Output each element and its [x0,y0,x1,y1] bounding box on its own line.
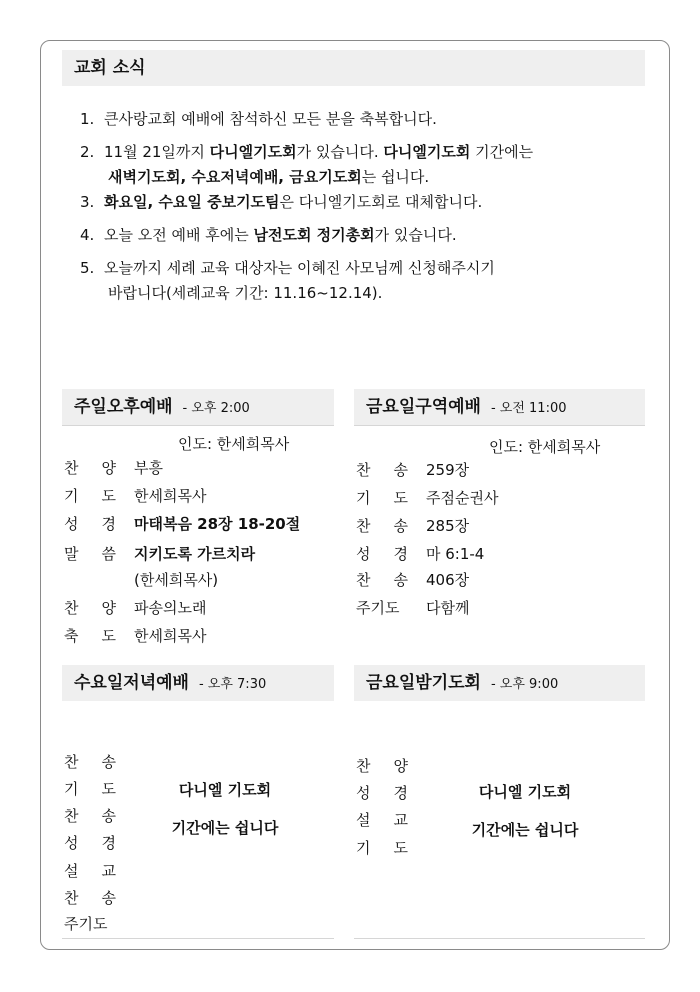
news-item [80,257,660,279]
wednesday-service-title: 수요일저녁예배 [74,673,189,693]
order-value: 마 6:1-4 [426,545,485,563]
order-label-char: 도 [101,627,116,645]
order-row [64,544,255,564]
order-label-char: 찬 [356,757,371,775]
order-label-char: 기 [356,489,371,507]
news-item-text [104,226,457,244]
order-label-char: 기 [64,780,79,798]
order-value: 한세희목사 [134,627,207,645]
friday-night-header [354,665,645,701]
friday-district-leader: 인도: 한세희목사 [489,438,601,456]
order-value: 406장 [426,571,470,589]
order-row [356,488,498,508]
order-label-char: 성 [356,545,371,563]
divider [62,425,334,426]
order-label-char: 설 [356,811,371,829]
friday-district-title: 금요일구역예배 [366,397,481,417]
order-row [356,516,469,536]
order-row [64,570,218,590]
order-label [64,752,116,772]
news-item-continuation [80,163,660,191]
order-row [64,833,134,853]
news-text: 남전도회 정기총회 [253,226,375,244]
order-value: 259장 [426,461,470,479]
order-label-char: 양 [101,599,116,617]
order-row [64,626,206,646]
order-row [64,514,300,534]
order-label-char: 찬 [356,461,371,479]
order-row [356,756,426,776]
order-label-char: 양 [393,757,408,775]
divider [62,938,334,939]
news-text: 화요일, 수요일 중보기도팀 [104,193,280,211]
news-item-text [104,143,533,161]
order-value: (한세희목사) [134,571,219,589]
order-label-char: 찬 [64,889,79,907]
order-label [64,861,116,881]
news-text: 새벽기도회, 수요저녁예배, 금요기도회 [108,168,362,186]
order-row [64,779,134,799]
order-row [356,810,426,830]
order-value: 한세희목사 [134,487,207,505]
order-label-char: 씀 [101,545,116,563]
sunday-service-title: 주일오후예배 [74,397,173,417]
order-label-char: 주기도 [356,599,400,617]
order-label-char: 찬 [356,517,371,535]
order-label-char: 송 [393,517,408,535]
news-item-text [104,110,437,128]
order-label [64,598,116,618]
order-label-char: 도 [393,839,408,857]
order-label [356,810,408,830]
news-item-number: 2. [80,143,95,161]
divider [354,425,645,426]
wednesday-service-header [62,665,334,701]
friday-night-note-line2: 기간에는 쉽니다 [471,821,579,839]
order-label [64,514,116,534]
order-label-char: 경 [393,784,408,802]
order-label-char: 경 [393,545,408,563]
news-item-number: 5. [80,259,95,277]
order-row [356,544,484,564]
news-text: 가 있습니다. [296,143,384,161]
news-text: 11월 21일까지 [104,143,210,161]
order-row [356,570,469,590]
order-label-char: 찬 [64,459,79,477]
order-label-char: 찬 [64,753,79,771]
friday-night-note-line1: 다니엘 기도회 [478,783,572,801]
sunday-service-header [62,389,334,425]
friday-night-title: 금요일밤기도회 [366,673,481,693]
order-label-char: 도 [101,487,116,505]
order-label-char: 기 [356,839,371,857]
order-row [64,752,134,772]
order-row [356,460,469,480]
order-label [356,488,408,508]
order-label [64,833,116,853]
news-item-number: 1. [80,110,95,128]
order-label-char: 성 [356,784,371,802]
order-label-char: 찬 [356,571,371,589]
order-label [356,544,408,564]
sunday-service-time: - 오후 2:00 [182,401,250,416]
order-label-char: 주기도 [64,915,108,933]
sunday-leader: 인도: 한세희목사 [178,435,290,453]
order-value: 지키도록 가르치라 [134,545,256,563]
order-label-char: 설 [64,862,79,880]
order-label [64,626,116,646]
order-label [356,516,408,536]
friday-night-time: - 오후 9:00 [490,677,559,692]
order-label [356,783,408,803]
news-text: 다니엘기도회 [209,143,297,161]
order-row [64,486,206,506]
order-label [64,486,116,506]
order-row [64,598,206,618]
order-label-char: 교 [393,811,408,829]
news-text: 는 쉽니다. [361,168,430,186]
order-label-char: 기 [64,487,79,505]
order-label-char: 성 [64,834,79,852]
news-text: 바랍니다(세례교육 기간: 11.16~12.14). [108,284,383,302]
order-row [356,783,426,803]
order-row [64,806,134,826]
divider [354,938,645,939]
order-label-char: 송 [101,753,116,771]
order-label [356,838,408,858]
news-text: 큰사랑교회 예배에 참석하신 모든 분을 축복합니다. [104,110,437,128]
news-item-text [104,193,482,211]
order-value: 주점순권사 [426,489,499,507]
news-text: 오늘까지 세례 교육 대상자는 이혜진 사모님께 신청해주시기 [104,259,495,277]
news-item [80,141,660,163]
order-value: 파송의노래 [134,599,207,617]
order-label [356,570,408,590]
wednesday-note-line2: 기간에는 쉽니다 [171,819,279,837]
order-row [356,598,469,618]
order-label-char: 성 [64,515,79,533]
news-text: 오늘 오전 예배 후에는 [104,226,254,244]
news-text: 다니엘기도회 [383,143,471,161]
order-value: 부흥 [134,459,163,477]
friday-district-header [354,389,645,425]
order-label-char: 경 [101,515,116,533]
news-item [80,191,660,224]
order-value: 마태복음 28장 18-20절 [134,515,301,533]
order-label-char: 송 [101,807,116,825]
order-label-char: 찬 [64,807,79,825]
order-row [356,838,426,858]
order-label-char: 도 [101,780,116,798]
order-label-char: 축 [64,627,79,645]
order-label-char: 양 [101,459,116,477]
order-label [64,806,116,826]
order-label [64,458,116,478]
news-title: 교회 소식 [74,58,146,78]
news-text: 가 있습니다. [374,226,457,244]
order-label [356,460,408,480]
news-item-number: 3. [80,193,95,211]
order-label-char: 도 [393,489,408,507]
order-label [356,756,408,776]
order-label [356,598,408,618]
order-label-char: 경 [101,834,116,852]
news-item [80,224,660,257]
news-header [62,50,645,86]
news-item-continuation [80,279,660,307]
order-label-char: 말 [64,545,79,563]
news-item [80,108,660,141]
order-value: 285장 [426,517,470,535]
order-label-char: 송 [393,571,408,589]
news-list [80,108,660,307]
order-label [64,779,116,799]
order-label-char: 송 [101,889,116,907]
order-label [64,544,116,564]
order-row [64,861,134,881]
order-row [64,914,134,934]
order-label [64,914,116,934]
order-label [64,888,116,908]
wednesday-service-time: - 오후 7:30 [198,677,267,692]
order-label-char: 교 [101,862,116,880]
wednesday-note-line1: 다니엘 기도회 [178,781,272,799]
order-row [64,458,163,478]
order-label-char: 찬 [64,599,79,617]
order-label-char: 송 [393,461,408,479]
news-item-text [104,259,495,277]
order-value: 다함께 [426,599,470,617]
friday-district-time: - 오전 11:00 [490,401,567,416]
order-row [64,888,134,908]
news-item-number: 4. [80,226,95,244]
news-text: 기간에는 [470,143,534,161]
news-text: 은 다니엘기도회로 대체합니다. [279,193,483,211]
